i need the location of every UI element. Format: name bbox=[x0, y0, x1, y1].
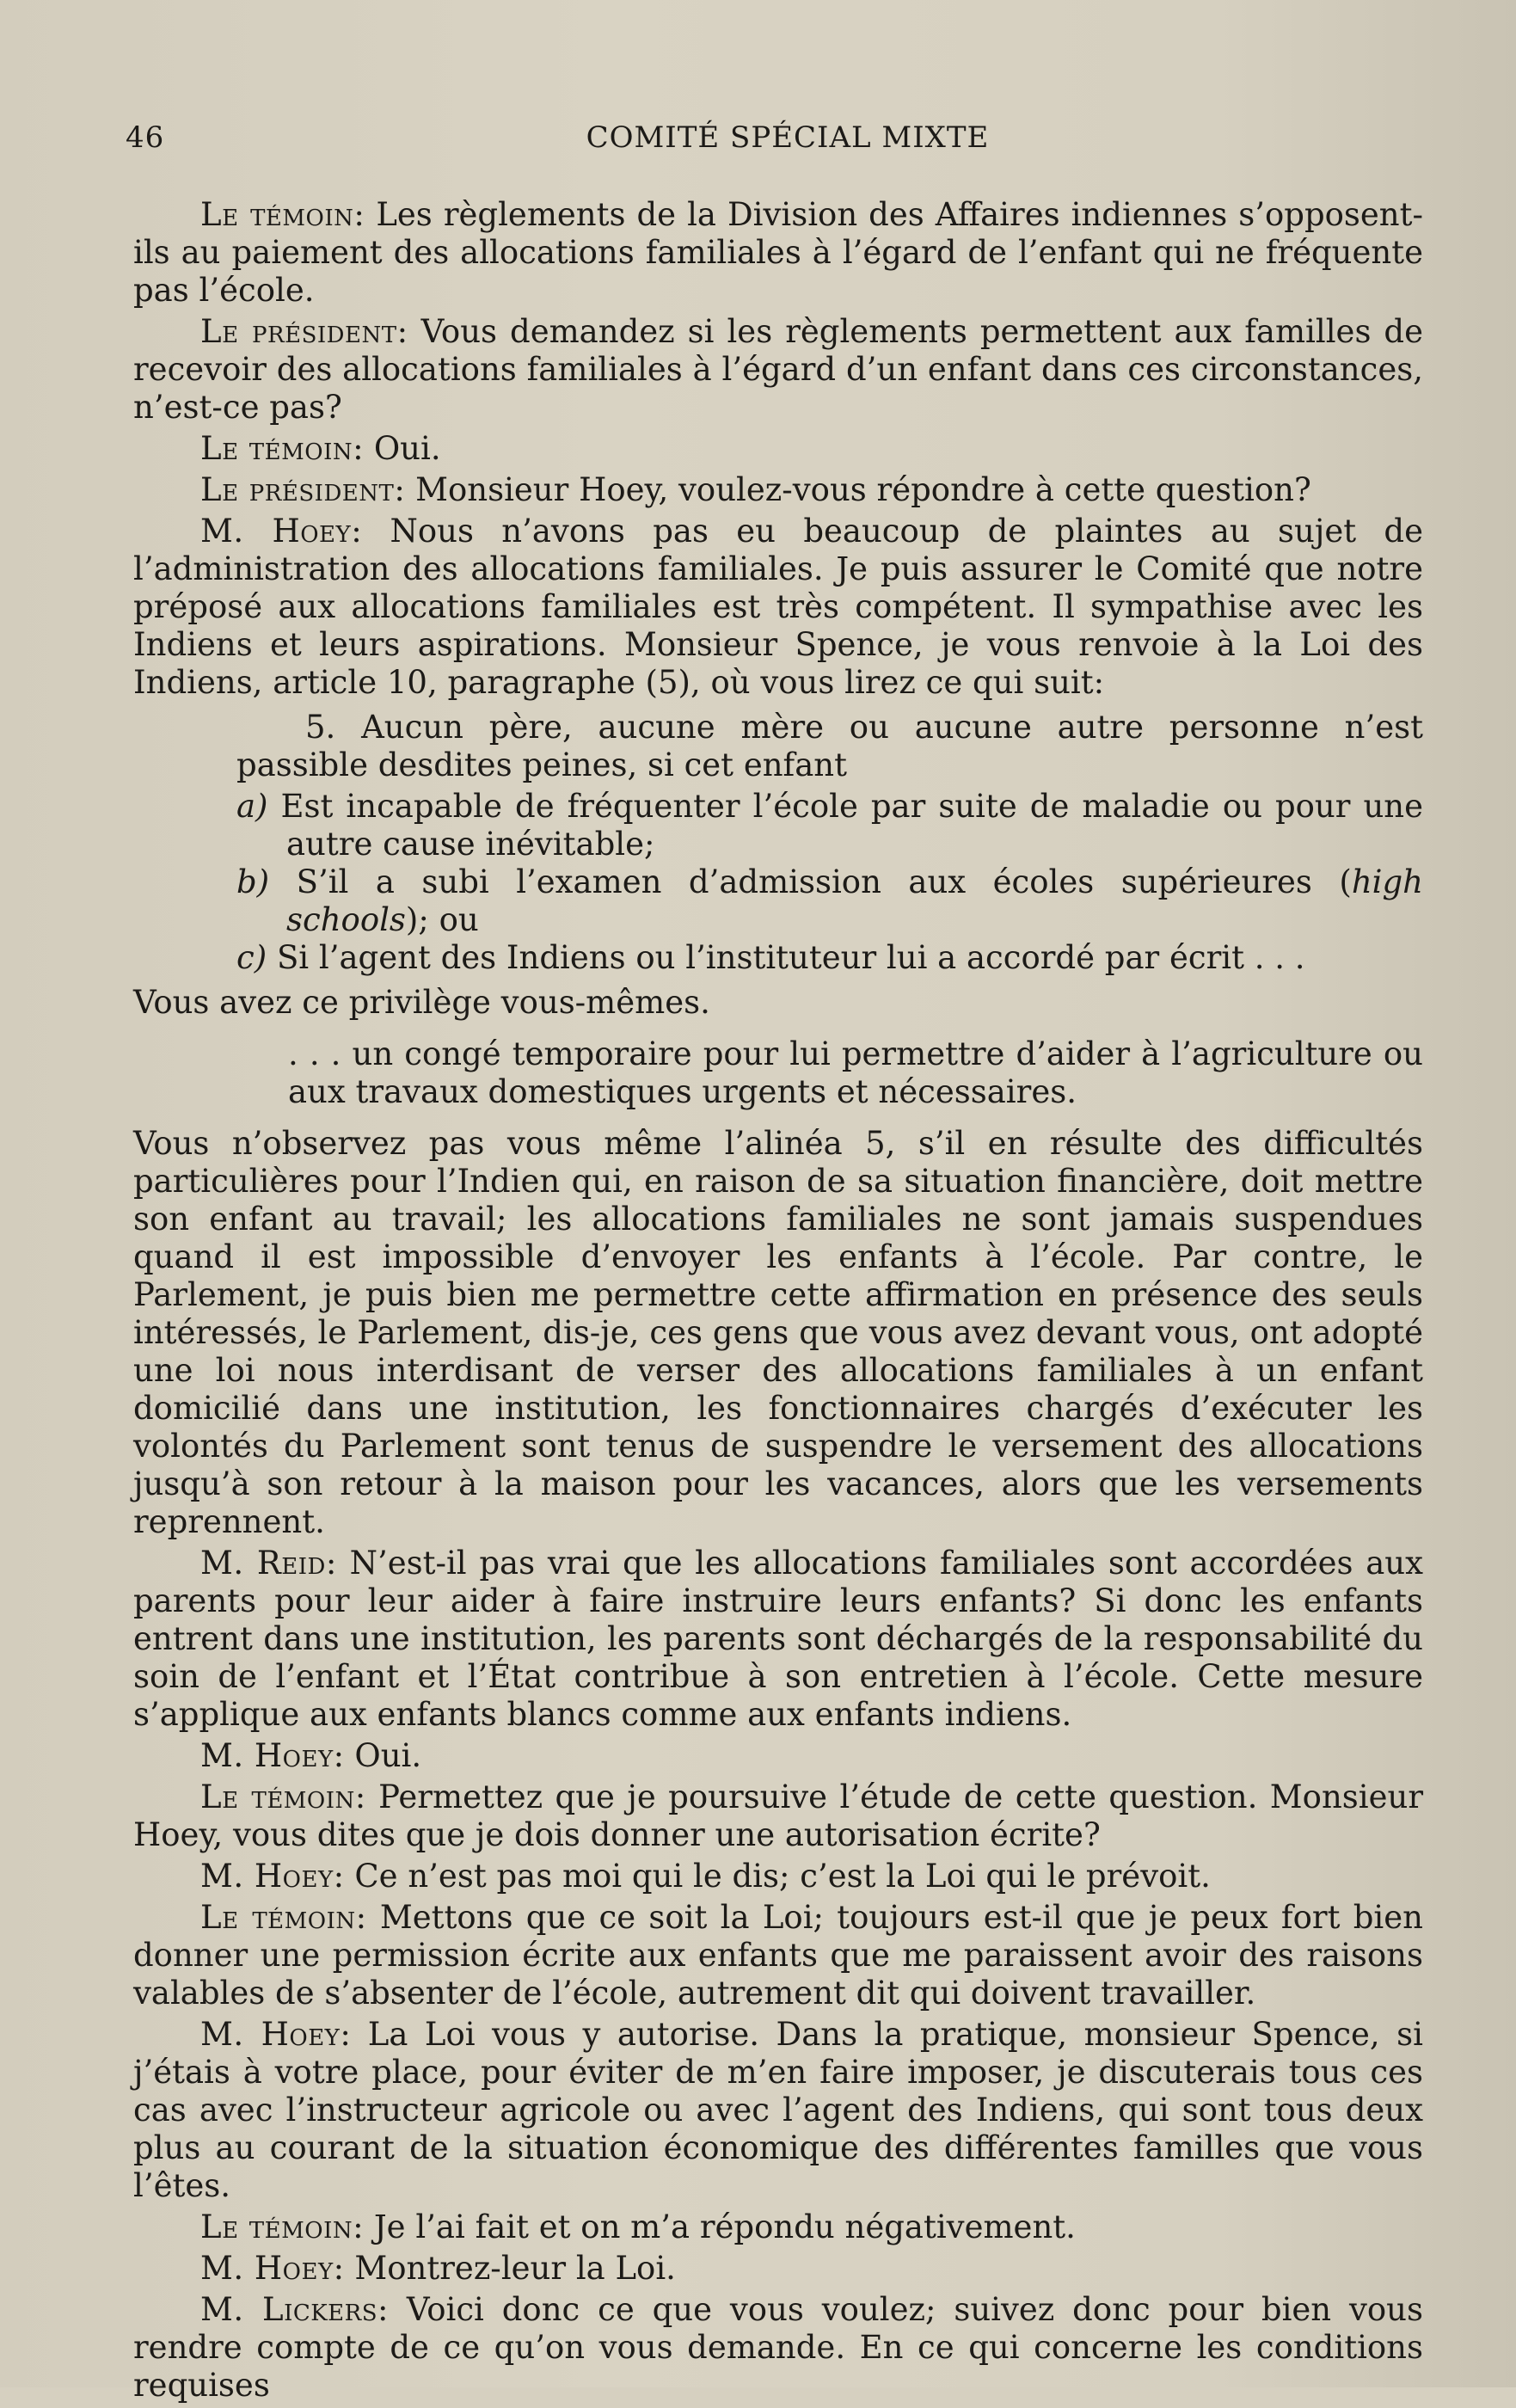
speech: Oui. bbox=[373, 430, 441, 467]
paragraph bbox=[133, 1858, 1423, 1895]
speech: Les règlements de la Division des Affaires indiennes s’opposent-ils au paiement des allocations familiales à l’égard de l’enfant qui ne fréquente pas l’école. bbox=[133, 196, 1423, 309]
speaker: M. Hoey: bbox=[200, 2250, 345, 2287]
speaker: M. Reid: bbox=[200, 1545, 337, 1582]
paragraph bbox=[133, 1778, 1423, 1854]
paragraph: Vous n’observez pas vous même l’alinéa 5, s’il en résulte des difficultés particulières pour l’Indien qui, en raison de sa situation financière, doit mettre son enfant au travail; les allocations familiales ne sont jamais suspendues quand il est impossible d’envoyer les enfants à l’école. Par contre, le Parlement, je puis bien me permettre cette affirmation en présence des seuls intéressés, le Parlement, dis-je, ces gens que vous avez devant vous, ont adopté une loi nous interdisant de verser des allocations familiales à un enfant domicilié dans une institution, les fonctionnaires chargés d’exécuter les volontés du Parlement sont tenus de suspendre le versement des allocations jusqu’à son retour à la maison pour les vacances, alors que les versements reprennent. bbox=[133, 1125, 1423, 1540]
speaker: M. Hoey: bbox=[200, 1858, 345, 1895]
speech: N’est-il pas vrai que les allocations familiales sont accordées aux parents pour leur aider à faire instruire leurs enfants? Si donc les enfants entrent dans une institution, les parents sont déchargés de la responsabilité du soin de l’enfant et l’État contribue à son entretien à l’école. Cette mesure s’applique aux enfants blancs comme aux enfants indiens. bbox=[133, 1545, 1423, 1733]
paragraph bbox=[133, 2291, 1423, 2405]
item-label: a) bbox=[236, 788, 268, 825]
paragraph bbox=[133, 2208, 1423, 2246]
item-text: Si l’agent des Indiens ou l’instituteur lui a accordé par écrit . . . bbox=[276, 939, 1305, 976]
paragraph bbox=[133, 430, 1423, 468]
quote-item-b bbox=[236, 863, 1423, 939]
speaker: Le témoin: bbox=[200, 1778, 366, 1815]
item-italic: high schools bbox=[286, 863, 1424, 938]
item-text: S’il a subi l’examen d’admission aux écoles supérieures ( bbox=[296, 863, 1352, 900]
speech: Montrez-leur la Loi. bbox=[354, 2250, 676, 2287]
speech: Oui. bbox=[354, 1737, 422, 1774]
speech: La Loi vous y autorise. Dans la pratique, monsieur Spence, si j’étais à votre place, pour éviter de m’en faire imposer, je discuterais tous ces cas avec l’instructeur agricole ou avec l’agent des Indiens, qui sont tous deux plus au courant de la situation économique des différentes familles que vous l’êtes. bbox=[133, 2016, 1423, 2204]
paragraph bbox=[133, 196, 1423, 310]
quote-intro: 5. Aucun père, aucune mère ou aucune autre personne n’est passible desdites peines, si cet enfant bbox=[236, 709, 1423, 783]
speaker: M. Hoey: bbox=[200, 1737, 345, 1774]
paragraph bbox=[133, 1899, 1423, 2012]
paragraph bbox=[133, 1545, 1423, 1734]
item-label: b) bbox=[236, 863, 270, 900]
speaker: Le président: bbox=[200, 471, 406, 508]
speaker: Le témoin: bbox=[200, 1899, 367, 1936]
paragraph bbox=[133, 513, 1423, 702]
paragraph bbox=[133, 471, 1423, 509]
paragraph bbox=[133, 313, 1423, 427]
paragraph bbox=[133, 1737, 1423, 1775]
speech: Voici donc ce que vous voulez; suivez donc pour bien vous rendre compte de ce qu’on vous demande. En ce qui concerne les conditions requises bbox=[133, 2291, 1423, 2404]
quote-item-a bbox=[236, 788, 1423, 863]
speech: Permettez que je poursuive l’étude de cette question. Monsieur Hoey, vous dites que je dois donner une autorisation écrite? bbox=[133, 1778, 1424, 1853]
speaker: M. Hoey: bbox=[200, 513, 363, 550]
quote-item-c bbox=[236, 939, 1423, 977]
running-title: COMITÉ SPÉCIAL MIXTE bbox=[586, 120, 990, 155]
speaker: Le président: bbox=[200, 313, 408, 350]
page-header bbox=[126, 120, 1450, 172]
item-label: c) bbox=[236, 939, 267, 976]
speech: Ce n’est pas moi qui le dis; c’est la Loi qui le prévoit. bbox=[354, 1858, 1211, 1895]
speaker: M. Hoey: bbox=[200, 2016, 352, 2053]
speaker: Le témoin: bbox=[200, 196, 365, 233]
paragraph bbox=[133, 2016, 1423, 2205]
item-text: Est incapable de fréquenter l’école par suite de maladie ou pour une autre cause inévitable; bbox=[280, 788, 1424, 863]
speech: Nous n’avons pas eu beaucoup de plaintes au sujet de l’administration des allocations familiales. Je puis assurer le Comité que notre préposé aux allocations familiales est très compétent. Il sympathise avec les Indiens et leurs aspirations. Monsieur Spence, je vous renvoie à la Loi des Indiens, article 10, paragraphe (5), où vous lirez ce qui suit: bbox=[133, 513, 1423, 701]
paragraph: Vous avez ce privilège vous-mêmes. bbox=[133, 984, 710, 1021]
speech: Vous demandez si les règlements permettent aux familles de recevoir des allocations familiales à l’égard d’un enfant dans ces circonstances, n’est-ce pas? bbox=[133, 313, 1424, 426]
speaker: Le témoin: bbox=[200, 2208, 365, 2245]
speech: Je l’ai fait et on m’a répondu négativement. bbox=[373, 2208, 1076, 2245]
speech: Monsieur Hoey, voulez-vous répondre à cette question? bbox=[415, 471, 1311, 508]
item-text: ); ou bbox=[405, 901, 479, 938]
law-quote bbox=[133, 709, 1423, 977]
speaker: M. Lickers: bbox=[200, 2291, 390, 2328]
page-number: 46 bbox=[126, 120, 165, 155]
quote-continuation: . . . un congé temporaire pour lui permettre d’aider à l’agriculture ou aux travaux domestiques urgents et nécessaires. bbox=[288, 1035, 1423, 1110]
transcript-body bbox=[133, 196, 1423, 2408]
speech: Mettons que ce soit la Loi; toujours est-il que je peux fort bien donner une permission écrite aux enfants que me paraissent avoir des raisons valables de s’absenter de l’école, autrement dit qui doivent travailler. bbox=[133, 1899, 1423, 2012]
paragraph bbox=[133, 2250, 1423, 2288]
speaker: Le témoin: bbox=[200, 430, 365, 467]
